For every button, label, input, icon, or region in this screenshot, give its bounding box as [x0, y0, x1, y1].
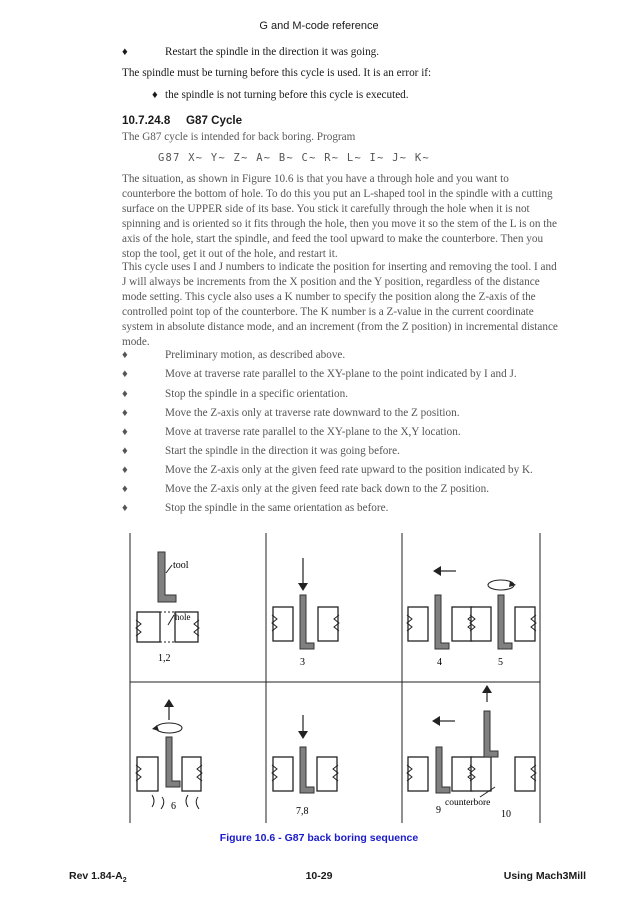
l-shaped-tool — [166, 737, 180, 787]
step-text: Start the spindle in the direction it was going before. — [165, 445, 400, 457]
step-text: Move the Z-axis only at the given feed rate upward to the position indicated by K. — [165, 464, 533, 476]
step-text: Stop the spindle in a specific orientation. — [165, 388, 348, 400]
step-label-9: 9 — [436, 805, 441, 816]
bullet-glyph: ♦ — [122, 445, 128, 457]
panel-1-2 — [136, 552, 199, 664]
bullet-glyph: ♦ — [122, 349, 128, 361]
step-text: Move the Z-axis only at traverse rate downward to the Z position. — [165, 407, 460, 419]
l-shaped-tool — [435, 595, 449, 649]
intro-note: The spindle must be turning before this cycle is used. It is an error if: — [122, 67, 432, 79]
hole-label: hole — [175, 612, 191, 622]
bullet-glyph: ♦ — [122, 502, 128, 514]
step-label-5: 5 — [498, 657, 503, 668]
step-text: Move at traverse rate parallel to the XY-plane to the point indicated by I and J. — [165, 368, 517, 380]
step-text: Stop the spindle in the same orientation as before. — [165, 502, 389, 514]
paragraph-situation: The situation, as shown in Figure 10.6 is that you have a through hole and you want to counterbore the bottom of hole. To do this you put an L-shaped tool in the spindle with a cutting surface on the UPPER side of its base. You stick it carefully through the hole when it is not spinning and is oriented so it fits through the hole, then you move it so the stem of the L is on the axis of the hole, start the spindle, and feed the tool upward to make the counterbore. Then you stop the tool, get it out of the hole, and restart it. — [122, 173, 557, 260]
panel-5-drawing — [470, 580, 536, 668]
panel-4 — [407, 566, 473, 668]
g87-syntax: G87 X~ Y~ Z~ A~ B~ C~ R~ L~ I~ J~ K~ — [158, 152, 431, 164]
bullet-glyph: ♦ — [122, 388, 128, 400]
g87-sequence-figure — [100, 525, 558, 830]
step-text: Move at traverse rate parallel to the XY-plane to the X,Y location. — [165, 426, 461, 438]
l-shaped-tool — [498, 595, 512, 649]
bullet-glyph: ♦ — [122, 483, 128, 495]
footer-revision-text: Rev 1.84-A — [69, 870, 123, 882]
step-label-4: 4 — [437, 657, 442, 668]
footer-revision-sub: 2 — [122, 877, 127, 885]
bullet-glyph: ♦ — [122, 407, 128, 419]
intro-bullet-2: the spindle is not turning before this cycle is executed. — [165, 89, 409, 101]
page-header: G and M-code reference — [259, 20, 379, 32]
footer-page-number: 10-29 — [305, 870, 333, 882]
tool-label: tool — [173, 560, 189, 571]
footer-book-title: Using Mach3Mill — [503, 870, 586, 882]
arrow-head — [433, 566, 441, 576]
step-label-6: 6 — [171, 801, 176, 812]
bullet-glyph: ♦ — [152, 89, 158, 101]
figure-caption: Figure 10.6 - G87 back boring sequence — [219, 832, 419, 844]
paragraph-ij-usage: This cycle uses I and J numbers to indicate the position for inserting and removing the tool. I and J will always be increments from the X position and the Y position, regardless of the distance mode setting. This cycle also uses a K number to specify the position along the Z-axis of the controlled point top of the counterbore. The K number is a Z-value in the current coordinate system in absolute distance mode, and an increment (from the Z position) in incremental distance mode. — [122, 261, 558, 348]
section-number: 10.7.24.8 — [122, 114, 171, 127]
l-shaped-tool — [300, 595, 314, 649]
step-label-3: 3 — [300, 657, 305, 668]
bullet-glyph: ♦ — [122, 46, 128, 58]
panel-10 — [445, 685, 536, 820]
step-label-1-2: 1,2 — [158, 653, 171, 664]
step-label-10: 10 — [501, 809, 511, 820]
l-shaped-tool — [484, 711, 498, 757]
spin-arrow — [156, 723, 182, 733]
bullet-glyph: ♦ — [122, 464, 128, 476]
arrow-head — [298, 583, 308, 591]
panel-3 — [272, 558, 339, 668]
panel-7-8 — [272, 715, 338, 817]
section-lead: The G87 cycle is intended for back boring. Program — [122, 131, 356, 143]
panel-6 — [136, 699, 202, 812]
step-text: Preliminary motion, as described above. — [165, 349, 346, 361]
step-text: Move the Z-axis only at the given feed rate back down to the Z position. — [165, 483, 490, 495]
bullet-glyph: ♦ — [122, 368, 128, 380]
counterbore-label: counterbore — [445, 798, 491, 808]
section-title: G87 Cycle — [186, 114, 243, 127]
step-label-7-8: 7,8 — [296, 806, 309, 817]
l-shaped-tool — [436, 747, 450, 793]
l-shaped-tool — [300, 747, 314, 793]
intro-bullet-1: Restart the spindle in the direction it was going. — [165, 46, 380, 58]
bullet-glyph: ♦ — [122, 426, 128, 438]
